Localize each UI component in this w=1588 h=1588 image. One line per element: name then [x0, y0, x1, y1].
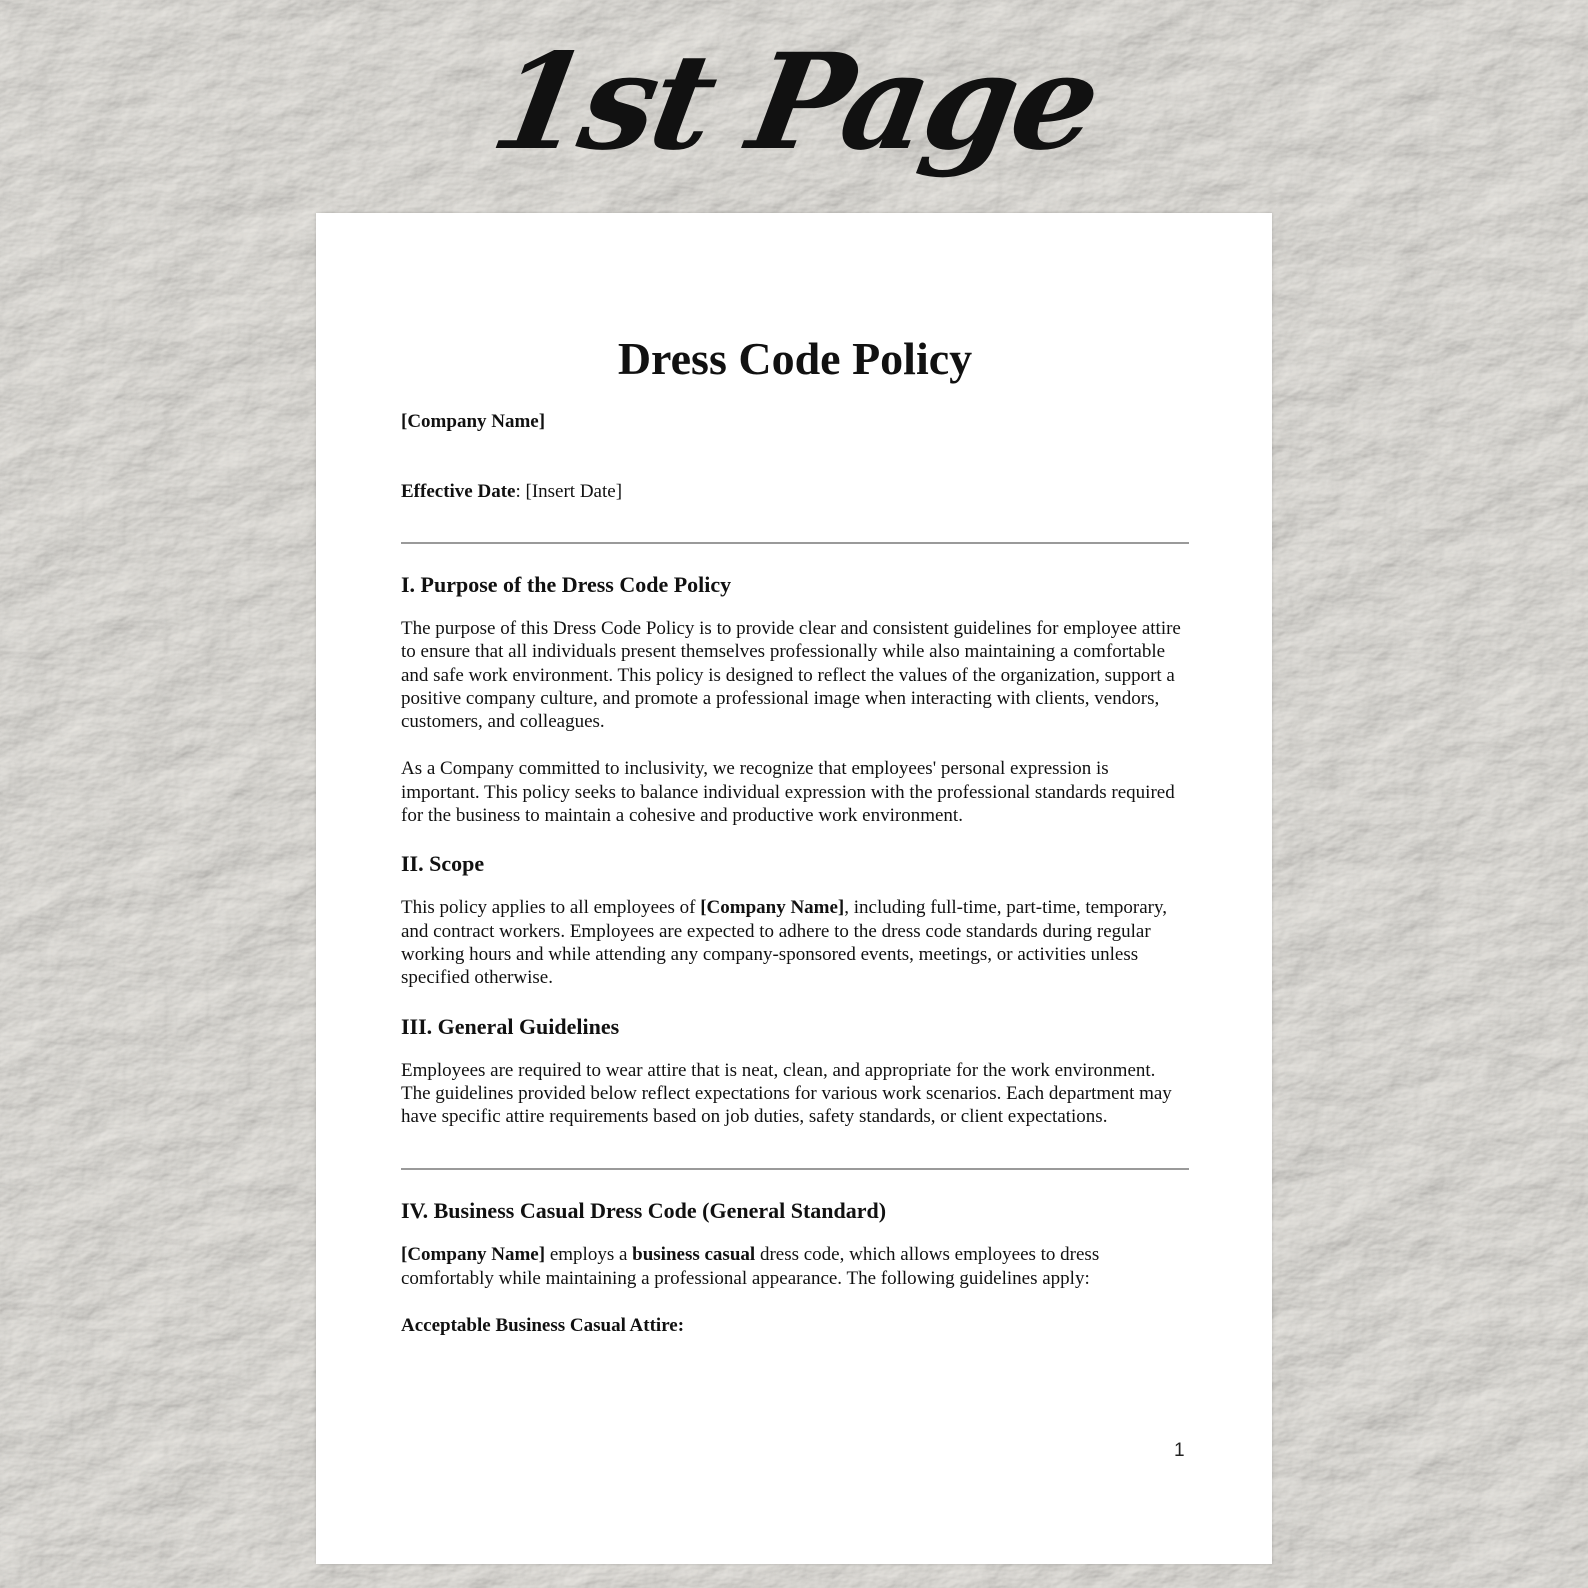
purpose-paragraph-1: The purpose of this Dress Code Policy is to provide clear and consistent guidelines for employee attire to ensure that all individuals present themselves professionally while also maintaining a comfortable and safe work environment. This policy is designed to reflect the values of the organization, support a positive company culture, and promote a professional image when interacting with clients, vendors, customers, and colleagues.	[401, 618, 1181, 733]
business-casual-text-mid: employs a	[545, 1244, 633, 1266]
section-divider	[401, 542, 1189, 544]
effective-date-value: [Insert Date]	[525, 481, 623, 502]
business-casual-company-name: [Company Name]	[401, 1244, 546, 1266]
business-casual-paragraph	[401, 1243, 1189, 1290]
scope-text-after: , including full-time, part-time, temporary, and contract workers. Employees are expected to adhere to the dress code standards during regular working hours and while attending any company-sponsored events, meetings, or activities unless specified otherwise.	[401, 897, 1167, 989]
effective-date-separator: :	[515, 481, 526, 502]
section-heading-general: III. General Guidelines	[401, 1013, 620, 1039]
business-casual-emphasis: business casual	[632, 1244, 756, 1266]
company-name: [Company Name]	[401, 411, 546, 432]
purpose-paragraph-2: As a Company committed to inclusivity, we recognize that employees' personal expression is important. This policy seeks to balance individual expression with the professional standards required for the business to maintain a cohesive and productive work environment.	[401, 758, 1175, 827]
scope-paragraph	[401, 896, 1189, 989]
scope-text-before: This policy applies to all employees of	[401, 897, 701, 919]
effective-date-line	[401, 480, 1189, 504]
banner-title: 1st Page	[481, 25, 1108, 180]
effective-date-label: Effective Date	[401, 481, 516, 502]
page-banner	[0, 18, 1588, 208]
acceptable-attire-subheading: Acceptable Business Casual Attire:	[401, 1315, 685, 1337]
document-page	[316, 213, 1272, 1564]
section-divider	[401, 1168, 1189, 1170]
scope-company-name: [Company Name]	[700, 897, 845, 919]
section-heading-scope: II. Scope	[401, 851, 485, 877]
page-number: 1	[1174, 1440, 1185, 1461]
section-heading-business-casual: IV. Business Casual Dress Code (General Standard)	[401, 1198, 887, 1224]
business-casual-text-after: dress code, which allows employees to dress comfortably while maintaining a professional appearance. The following guidelines apply:	[401, 1244, 1100, 1289]
section-heading-purpose: I. Purpose of the Dress Code Policy	[401, 572, 732, 597]
general-paragraph: Employees are required to wear attire that is neat, clean, and appropriate for the work environment. The guidelines provided below reflect expectations for various work scenarios. Each department may have specific attire requirements based on job duties, safety standards, or client expectations.	[401, 1059, 1172, 1128]
document-title: Dress Code Policy	[617, 333, 973, 384]
document-content	[401, 213, 1189, 1337]
